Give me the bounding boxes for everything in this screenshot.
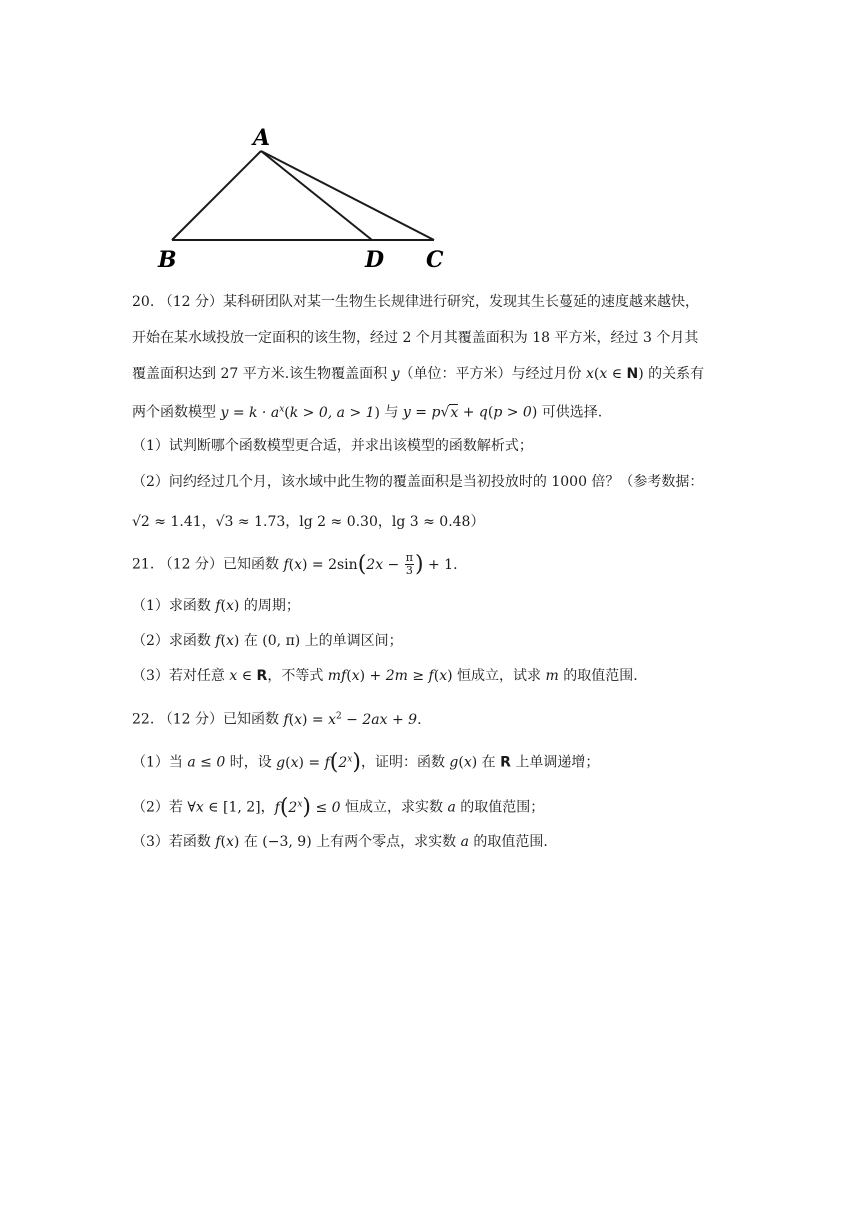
q22-set-r: R <box>500 754 511 771</box>
q20-reference-data: √2 ≈ 1.41，√3 ≈ 1.73，lg 2 ≈ 0.30，lg 3 ≈ 0.48） <box>132 514 485 530</box>
q21-part3 <box>132 666 638 686</box>
q22-function: $f(x) = x^2 - 2ax + 9$. <box>283 711 422 728</box>
label-a: A <box>253 125 271 151</box>
q22-part1 <box>132 749 599 773</box>
q22-part3 <box>132 832 548 852</box>
q21-part3-text-d: 的取值范围. <box>558 668 638 684</box>
q21-part1-text-a: （1）求函数 <box>132 598 216 614</box>
q20-x-domain: (x ∈ N) <box>593 366 644 382</box>
q22-gx: g(x) <box>449 754 478 771</box>
q22-forall: ∀x ∈ [1, 2] <box>187 799 261 816</box>
q22-score: （12 分） <box>158 711 223 728</box>
q20-model1: $y = k \cdot a^x(k > 0$, a > 1) <box>220 404 381 421</box>
q22-part2-text-b: ， <box>260 799 275 816</box>
q20-part1-text: （1）试判断哪个函数模型更合适，并求出该模型的函数解析式； <box>132 438 533 454</box>
q20-number: 20. <box>132 294 155 310</box>
q22-part2-text-a: （2）若 <box>132 799 188 816</box>
q22-part3-text-b: 在 <box>239 834 263 850</box>
q21-stem <box>132 552 458 577</box>
q22-number: 22. <box>132 711 155 728</box>
q21-part1-text-b: 的周期； <box>239 598 300 614</box>
q21-part2-text-a: （2）求函数 <box>132 633 216 649</box>
q20-text3a: 覆盖面积达到 27 平方米.该生物覆盖面积 <box>132 366 392 382</box>
q22-part3-text-a: （3）若函数 <box>132 834 216 850</box>
q20-part2-ref <box>132 512 484 532</box>
q21-part3-text-a: （3）若对任意 <box>132 668 230 684</box>
q20-text3c: 的关系有 <box>643 366 705 382</box>
label-d: D <box>365 247 385 273</box>
q21-x-in-r: x ∈ R <box>229 668 268 684</box>
q22-interval: (−3, 9) <box>262 834 312 850</box>
q21-part2-text-b: 在 <box>239 633 263 649</box>
q21-inequality: mf(x) + 2m ≥ f(x) <box>327 668 453 684</box>
q22-part2 <box>132 794 544 818</box>
q20-part2-text: （2）问约经过几个月，该水域中此生物的覆盖面积是当初投放时的 1000 倍？（参考数据： <box>132 474 704 490</box>
q20-part2 <box>132 472 703 492</box>
q21-number: 21. <box>132 556 155 573</box>
q21-part1 <box>132 596 300 616</box>
q20-text4c: 可供选择. <box>537 404 603 421</box>
q22-var-a: a <box>447 799 456 816</box>
label-c: C <box>426 247 444 273</box>
q20-text4a: 两个函数模型 <box>132 404 221 421</box>
q22-inequality: $f(2^x) \le 0$ <box>274 794 341 820</box>
q22-part1-text-c: ，证明：函数 <box>360 754 450 771</box>
q20-line4 <box>132 399 602 423</box>
q20-var-x: x <box>586 366 594 382</box>
q21-var-m: m <box>545 668 559 684</box>
q22-part3-text-d: 的取值范围. <box>468 834 548 850</box>
q21-part2-text-c: 上的单调区间； <box>300 633 403 649</box>
q22-fx: f(x) <box>215 834 240 850</box>
q22-stem <box>132 706 422 730</box>
q22-part2-text-c: 恒成立，求实数 <box>340 799 448 816</box>
q20-model2: y = p√x + q(p > 0) <box>402 404 538 421</box>
q21-stem-text: 已知函数 <box>222 556 284 573</box>
q21-fx-2: f(x) <box>215 633 240 649</box>
q20-line1 <box>132 292 699 312</box>
q22-part2-text-d: 的取值范围； <box>455 799 545 816</box>
q22-gx-def: $g(x) = f(2^x)$ <box>276 749 361 775</box>
segment-ad <box>261 151 372 240</box>
q21-part3-text-c: 恒成立，试求 <box>452 668 546 684</box>
q21-function: f(x) = 2sin(2x − $\frac{\pi}{3}$ ) + 1. <box>283 551 458 577</box>
segment-ab <box>172 151 261 240</box>
q22-part1-text-e: 上单调递增； <box>510 754 600 771</box>
q20-line2 <box>132 328 698 348</box>
q20-text1: 某科研团队对某一生物生长规律进行研究，发现其生长蔓延的速度越来越快， <box>222 294 699 310</box>
label-b: B <box>158 247 177 273</box>
q22-part1-text-a: （1）当 <box>132 754 188 771</box>
q20-text4b: 与 <box>380 404 403 421</box>
q21-interval: (0, π) <box>262 633 301 649</box>
q20-score: （12 分） <box>158 294 223 310</box>
q20-line3 <box>132 364 704 384</box>
q22-part1-text-d: 在 <box>477 754 501 771</box>
q20-part1 <box>132 436 533 456</box>
q20-var-y: y <box>391 366 400 382</box>
q22-part3-text-c: 上有两个零点，求实数 <box>311 834 461 850</box>
q21-score: （12 分） <box>158 556 223 573</box>
q20-text2: 开始在某水域投放一定面积的该生物，经过 2 个月其覆盖面积为 18 平方米，经过 3 个月其 <box>132 330 699 346</box>
segment-ac <box>261 151 434 240</box>
q21-part3-text-b: ，不等式 <box>267 668 328 684</box>
triangle-figure <box>0 0 860 280</box>
q20-text3b: （单位：平方米）与经过月份 <box>399 366 586 382</box>
q21-part2 <box>132 631 403 651</box>
q22-part1-text-b: 时，设 <box>225 754 277 771</box>
q22-condition-a: a ≤ 0 <box>187 754 226 771</box>
q22-stem-text: 已知函数 <box>222 711 284 728</box>
q22-var-a-2: a <box>460 834 469 850</box>
q21-fx: f(x) <box>215 598 240 614</box>
